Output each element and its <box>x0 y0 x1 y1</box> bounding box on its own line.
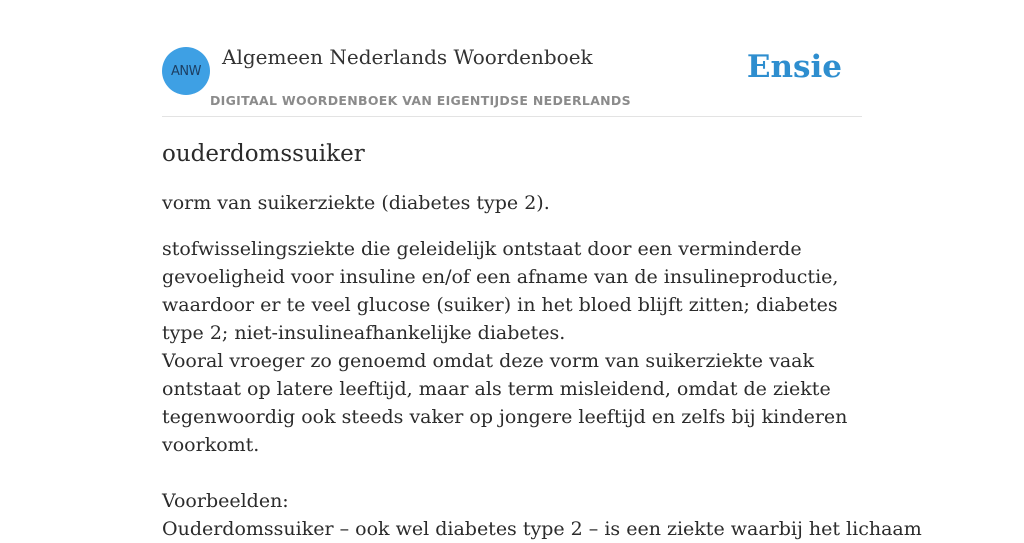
site-subtitle: DIGITAAL WOORDENBOEK VAN EIGENTIJDSE NEDERLANDS <box>210 93 631 108</box>
usage-note: Vooral vroeger zo genoemd omdat deze vorm van suikerziekte vaak ontstaat op latere leeftijd, maar als term misleidend, omdat de ziekte tegenwoordig ook steeds vaker op jongere leeftijd en zelfs bij kinderen voorkomt. <box>162 350 848 456</box>
entry-content <box>162 138 922 543</box>
long-definition-block <box>162 235 862 459</box>
site-title[interactable]: Algemeen Nederlands Woordenboek <box>222 45 593 69</box>
site-header <box>162 0 862 117</box>
long-definition: stofwisselingsziekte die geleidelijk ontstaat door een verminderde gevoeligheid voor insuline en/of een afname van de insulineproductie, waardoor er te veel glucose (suiker) in het bloed blijft zitten; diabetes type 2; niet-insulineafhankelijke diabetes. <box>162 238 839 344</box>
ensie-brand-link[interactable]: Ensie <box>746 49 842 85</box>
example-sentence: Ouderdomssuiker – ook wel diabetes type 2 – is een ziekte waarbij het lichaam <box>162 518 922 540</box>
anw-logo[interactable] <box>162 47 210 95</box>
short-definition: vorm van suikerziekte (diabetes type 2). <box>162 192 550 214</box>
logo-text: ANW <box>171 63 201 79</box>
examples-heading: Voorbeelden: <box>162 490 289 512</box>
entry-headword: ouderdomssuiker <box>162 141 365 167</box>
